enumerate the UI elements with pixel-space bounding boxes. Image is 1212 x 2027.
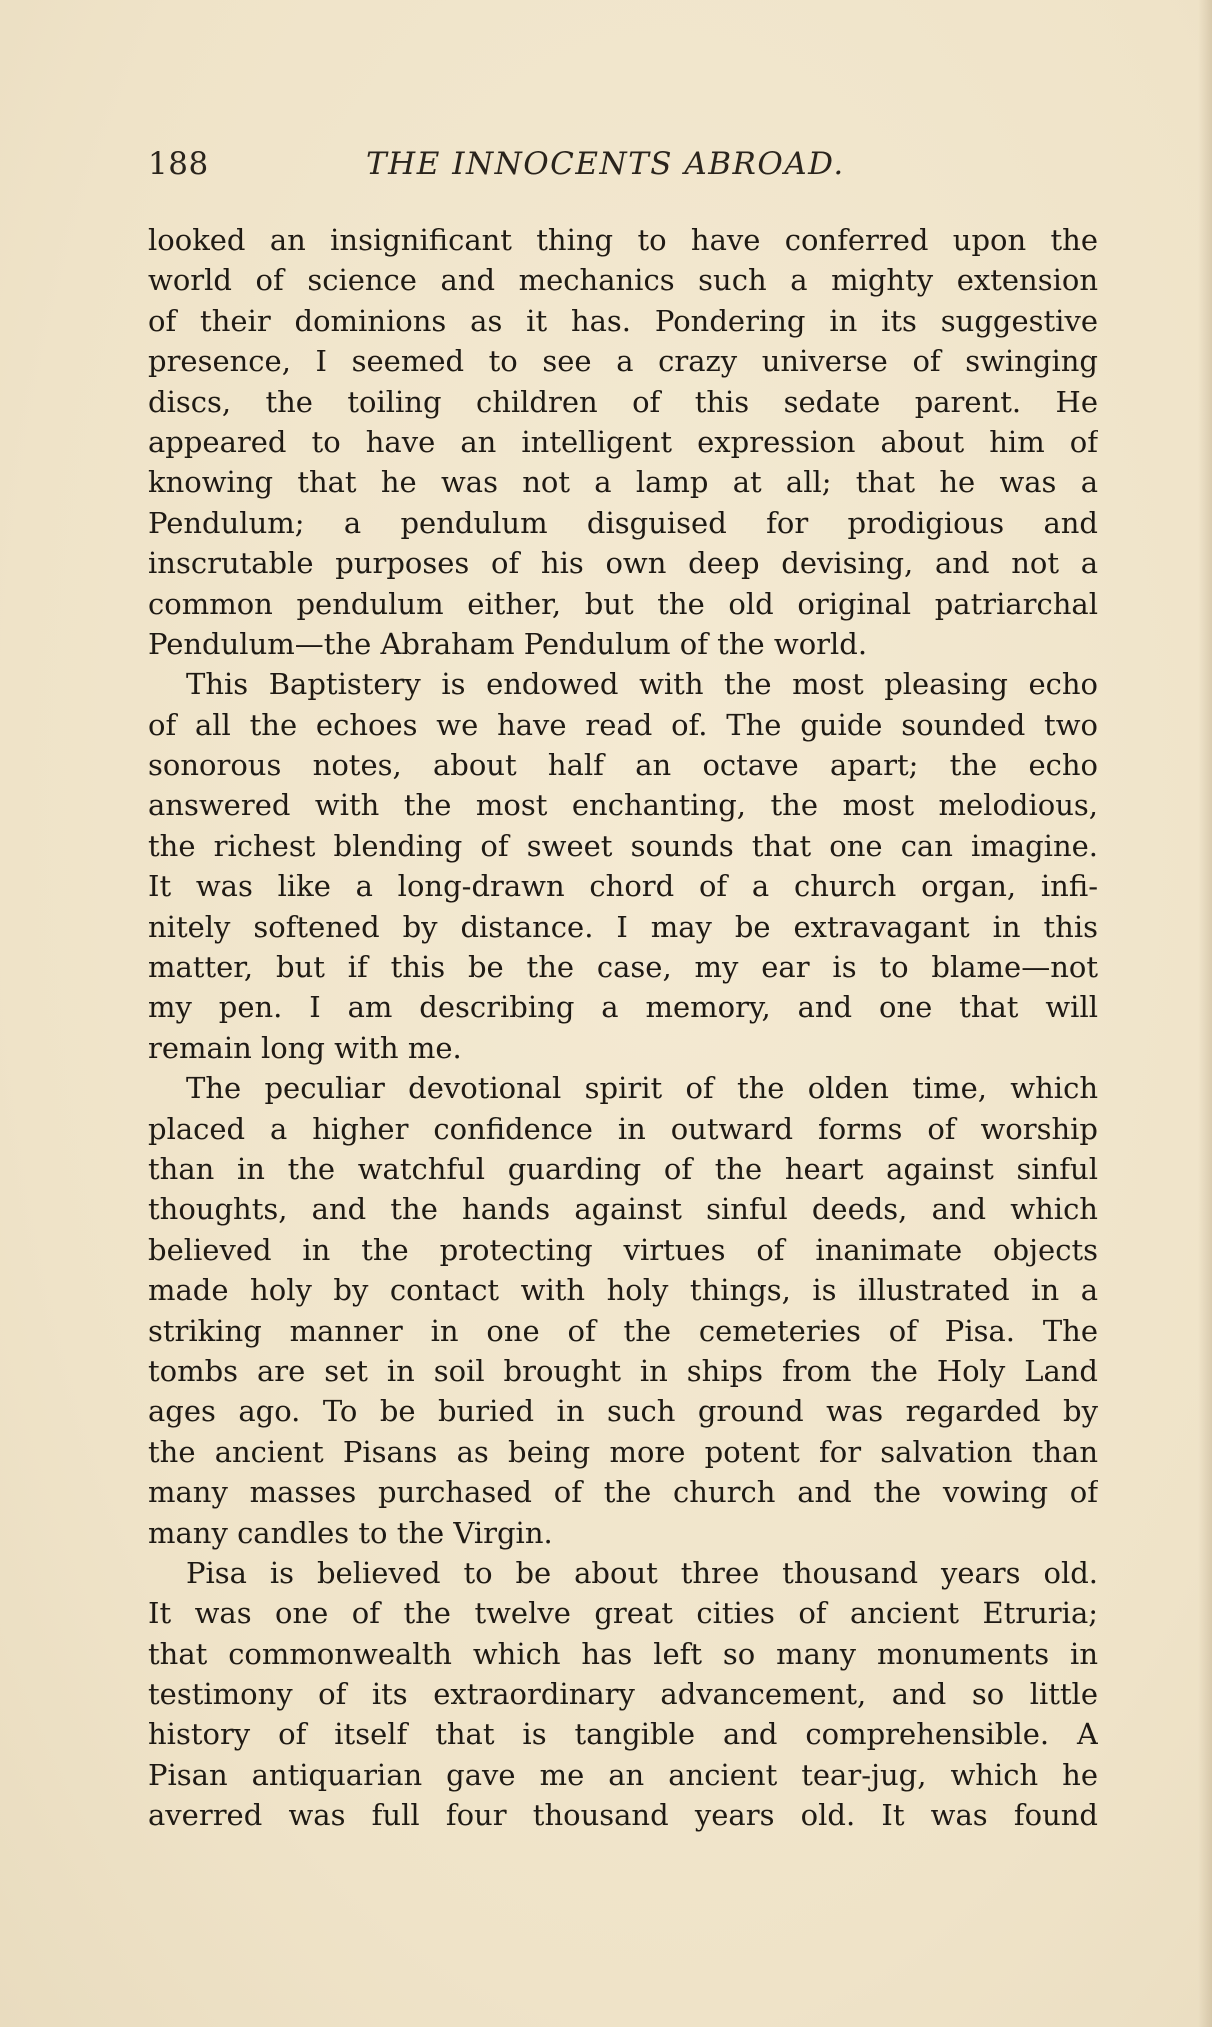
text-line: thoughts, and the hands against sinful deeds, and which bbox=[148, 1192, 1098, 1227]
text-line: of all the echoes we have read of. The guide sounded two bbox=[148, 707, 1098, 742]
text-line: striking manner in one of the cemeteries of Pisa. The bbox=[148, 1313, 1098, 1348]
paragraph-start-line: The peculiar devotional spirit of the olden time, which bbox=[186, 1071, 1098, 1106]
paragraph-start-line: This Baptistery is endowed with the most pleasing echo bbox=[186, 667, 1098, 702]
text-line: testimony of its extraordinary advancement, and so little bbox=[148, 1677, 1098, 1712]
text-line: common pendulum either, but the old original patriarchal bbox=[148, 586, 1098, 621]
text-line: ages ago. To be buried in such ground was regarded by bbox=[148, 1394, 1098, 1429]
page-number: 188 bbox=[148, 146, 209, 182]
page-header bbox=[148, 140, 1098, 200]
text-line: It was like a long-drawn chord of a church organ, infi- bbox=[148, 869, 1098, 904]
text-line: discs, the toiling children of this sedate parent. He bbox=[148, 384, 1098, 419]
text-line: tombs are set in soil brought in ships from the Holy Land bbox=[148, 1353, 1098, 1388]
text-line: inscrutable purposes of his own deep devising, and not a bbox=[148, 546, 1098, 581]
text-line: appeared to have an intelligent expression about him of bbox=[148, 424, 1098, 459]
text-line: history of itself that is tangible and comprehensible. A bbox=[148, 1717, 1098, 1752]
text-line: matter, but if this be the case, my ear is to blame—not bbox=[148, 950, 1098, 985]
text-line: nitely softened by distance. I may be extravagant in this bbox=[148, 909, 1098, 944]
text-line: many candles to the Virgin. bbox=[148, 1515, 553, 1550]
text-line: looked an insignificant thing to have conferred upon the bbox=[148, 223, 1098, 257]
text-line: many masses purchased of the church and the vowing of bbox=[148, 1475, 1098, 1510]
text-line: world of science and mechanics such a mighty extension bbox=[148, 263, 1098, 298]
text-line: answered with the most enchanting, the most melodious, bbox=[148, 788, 1098, 823]
paragraph-start-line: Pisa is believed to be about three thousand years old. bbox=[186, 1555, 1098, 1590]
text-line: sonorous notes, about half an octave apart; the echo bbox=[148, 748, 1098, 783]
text-line: than in the watchful guarding of the heart against sinful bbox=[148, 1151, 1098, 1186]
text-line: knowing that he was not a lamp at all; that he was a bbox=[148, 465, 1098, 500]
text-line: Pisan antiquarian gave me an ancient tear-jug, which he bbox=[148, 1757, 1098, 1792]
text-line: It was one of the twelve great cities of ancient Etruria; bbox=[148, 1596, 1098, 1631]
text-line: Pendulum—the Abraham Pendulum of the world. bbox=[148, 626, 868, 661]
text-line: averred was full four thousand years old. It was found bbox=[148, 1798, 1098, 1833]
text-line: the richest blending of sweet sounds that one can imagine. bbox=[148, 828, 1098, 863]
body-text bbox=[148, 220, 1098, 1836]
page-edge-shadow bbox=[1198, 0, 1212, 2027]
text-line: of their dominions as it has. Pondering in its suggestive bbox=[148, 303, 1098, 338]
running-title: THE INNOCENTS ABROAD. bbox=[366, 146, 845, 182]
text-line: made holy by contact with holy things, is illustrated in a bbox=[148, 1273, 1098, 1308]
text-line: remain long with me. bbox=[148, 1030, 462, 1065]
text-line: placed a higher confidence in outward forms of worship bbox=[148, 1111, 1098, 1146]
text-line: presence, I seemed to see a crazy universe of swinging bbox=[148, 344, 1098, 379]
text-line: believed in the protecting virtues of inanimate objects bbox=[148, 1232, 1098, 1267]
text-line: that commonwealth which has left so many monuments in bbox=[148, 1636, 1098, 1671]
text-line: Pendulum; a pendulum disguised for prodigious and bbox=[148, 505, 1098, 540]
text-line: the ancient Pisans as being more potent for salvation than bbox=[148, 1434, 1098, 1469]
text-line: my pen. I am describing a memory, and one that will bbox=[148, 990, 1098, 1025]
